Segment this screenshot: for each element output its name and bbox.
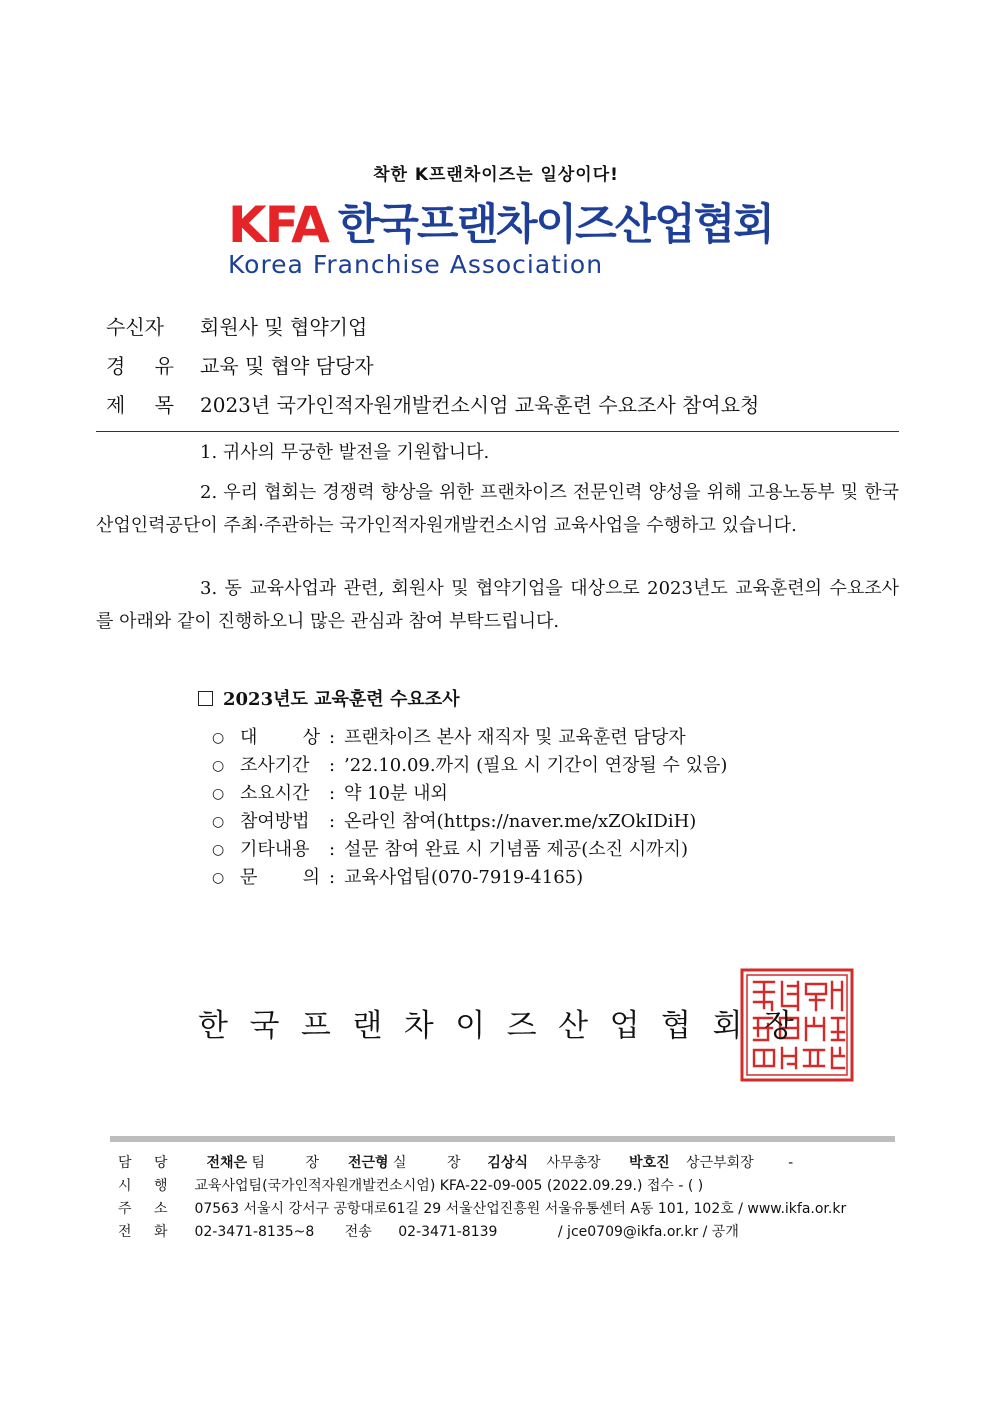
body-paragraph-1: 1. 귀사의 무궁한 발전을 기원합니다. [200, 442, 490, 463]
item-label: 조사기간 [240, 755, 310, 776]
survey-items [212, 724, 727, 892]
item-label: 참여방법 [240, 811, 310, 832]
circle-bullet-icon: ○ [212, 758, 225, 774]
circle-bullet-icon: ○ [212, 786, 225, 802]
logo-name-en: Korea Franchise Association [228, 250, 604, 279]
footer-contact: 전 화 02-3471-8135~8 전송 02-3471-8139 / jce0709@ikfa.or.kr / 공개 [118, 1224, 739, 1240]
checkbox-square-icon [198, 691, 213, 706]
list-item: ○ 기타내용 : 설문 참여 완료 시 기념품 제공(소진 시까지) [212, 836, 727, 864]
item-value: 교육사업팀(070-7919-4165) [344, 867, 584, 888]
item-label: 대 상 [240, 727, 320, 748]
via-row [106, 353, 374, 379]
list-item: ○ 문 의 : 교육사업팀(070-7919-4165) [212, 864, 727, 892]
footer-approvers: 담 당 전채은 팀 장 전근형 실 장 김상식 사무총장 박호진 상근부회장 - [118, 1155, 794, 1171]
body-paragraph-3: 3. 동 교육사업과 관련, 회원사 및 협약기업을 대상으로 2023년도 교육훈련의 수요조사를 아래와 같이 진행하오니 많은 관심과 참여 부탁드립니다. [96, 578, 899, 632]
circle-bullet-icon: ○ [212, 842, 225, 858]
item-label: 소요시간 [240, 783, 310, 804]
via-label: 경 유 [106, 354, 174, 378]
item-value: 온라인 참여(https://naver.me/xZOkIDiH) [344, 811, 697, 832]
circle-bullet-icon: ○ [212, 730, 225, 746]
list-item: ○ 조사기간 : ’22.10.09.까지 (필요 시 기간이 연장될 수 있음) [212, 752, 727, 780]
via-value: 교육 및 협약 담당자 [200, 354, 374, 378]
subject-label: 제 목 [106, 393, 174, 417]
header-divider [96, 431, 899, 432]
footer-divider [110, 1136, 895, 1142]
association-logo [228, 196, 788, 254]
item-value: 프랜차이즈 본사 재직자 및 교육훈련 담당자 [344, 727, 686, 748]
list-item: ○ 대 상 : 프랜차이즈 본사 재직자 및 교육훈련 담당자 [212, 724, 727, 752]
recipient-row [106, 314, 367, 340]
list-item: ○ 참여방법 : 온라인 참여(https://naver.me/xZOkIDiH) [212, 808, 727, 836]
footer-enforcement: 시 행 교육사업팀(국가인적자원개발컨소시엄) KFA-22-09-005 (2022.09.29.) 접수 - ( ) [118, 1178, 704, 1194]
subject-row [106, 392, 759, 418]
item-value: 약 10분 내외 [344, 783, 448, 804]
slogan: 착한 K프랜차이즈는 일상이다! [373, 165, 619, 185]
item-value: 설문 참여 완료 시 기념품 제공(소진 시까지) [344, 839, 688, 860]
circle-bullet-icon: ○ [212, 870, 225, 886]
subject-value: 2023년 국가인적자원개발컨소시엄 교육훈련 수요조사 참여요청 [200, 393, 760, 417]
logo-abbr: KFA [228, 196, 328, 254]
item-label: 문 의 [240, 867, 320, 888]
item-label: 기타내용 [240, 839, 310, 860]
list-item: ○ 소요시간 : 약 10분 내외 [212, 780, 727, 808]
circle-bullet-icon: ○ [212, 814, 225, 830]
recipient-value: 회원사 및 협약기업 [200, 315, 368, 339]
item-value: ’22.10.09.까지 (필요 시 기간이 연장될 수 있음) [344, 755, 728, 776]
logo-name-kr: 한국프랜차이즈산업협회 [337, 200, 773, 250]
footer-address: 주 소 07563 서울시 강서구 공항대로61길 29 서울산업진흥원 서울유통센터 A동 101, 102호 / www.ikfa.or.kr [118, 1201, 847, 1217]
issuer-signature-name: 한국프랜차이즈산업협회장 [198, 1008, 816, 1044]
survey-title: 2023년도 교육훈련 수요조사 [198, 686, 460, 714]
body-paragraph-2: 2. 우리 협회는 경쟁력 향상을 위한 프랜차이즈 전문인력 양성을 위해 고용노동부 및 한국산업인력공단이 주최·주관하는 국가인적자원개발컨소시엄 교육사업을 수행하고 있습니다. [96, 482, 899, 536]
recipient-label: 수신자 [106, 315, 164, 339]
